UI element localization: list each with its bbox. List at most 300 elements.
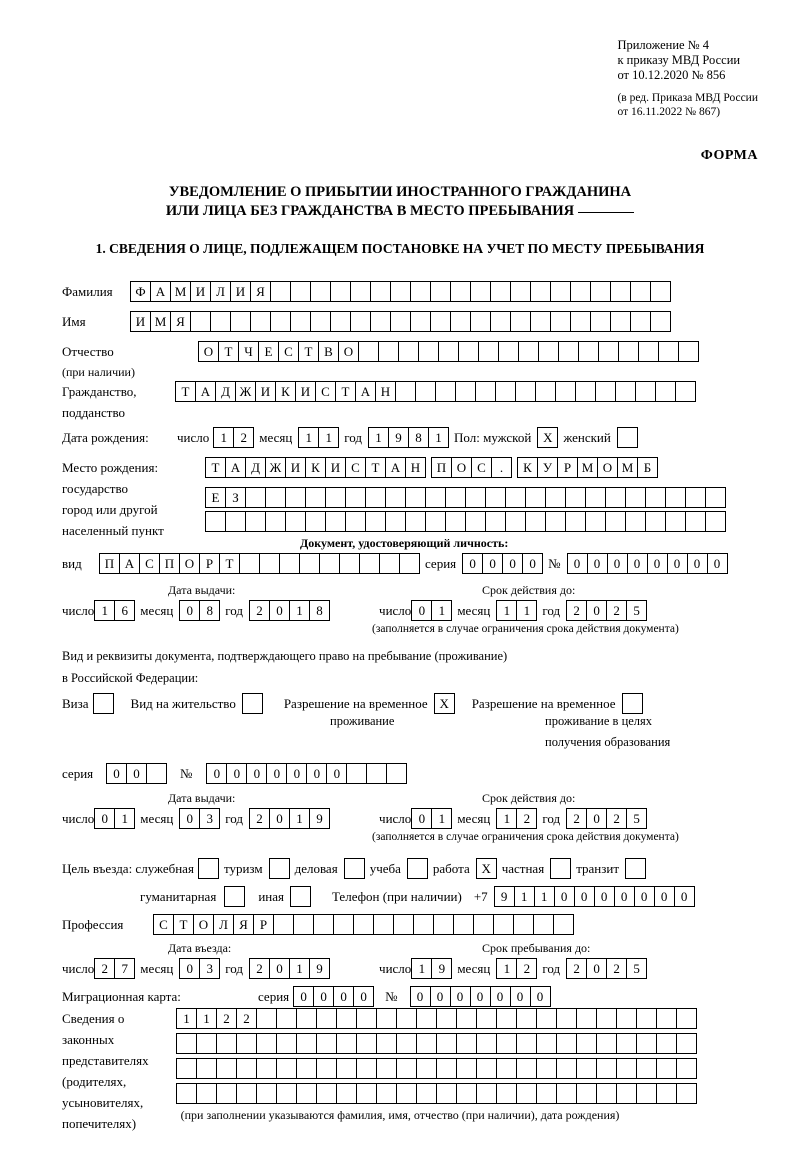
char-cell[interactable] <box>617 427 638 448</box>
char-cell[interactable]: П <box>159 553 180 574</box>
char-cell[interactable]: 8 <box>199 600 220 621</box>
char-cell[interactable]: 0 <box>411 600 432 621</box>
char-cell[interactable]: Л <box>213 914 234 935</box>
mc-series-input[interactable] <box>293 986 373 1007</box>
char-cell[interactable] <box>556 1058 577 1079</box>
char-cell[interactable] <box>618 341 639 362</box>
char-cell[interactable] <box>410 281 431 302</box>
char-cell[interactable] <box>530 281 551 302</box>
char-cell[interactable] <box>516 1083 537 1104</box>
temp-residence-checkbox[interactable] <box>434 693 454 714</box>
entry-day-input[interactable] <box>94 958 134 979</box>
char-cell[interactable] <box>405 487 426 508</box>
purpose-private-checkbox[interactable] <box>550 858 570 879</box>
char-cell[interactable]: 0 <box>587 553 608 574</box>
char-cell[interactable] <box>616 1058 637 1079</box>
char-cell[interactable] <box>556 1033 577 1054</box>
char-cell[interactable] <box>605 511 626 532</box>
char-cell[interactable] <box>196 1058 217 1079</box>
char-cell[interactable] <box>190 311 211 332</box>
char-cell[interactable] <box>425 511 446 532</box>
char-cell[interactable]: 0 <box>286 763 307 784</box>
char-cell[interactable]: 0 <box>313 986 334 1007</box>
char-cell[interactable] <box>576 1083 597 1104</box>
char-cell[interactable] <box>236 1033 257 1054</box>
char-cell[interactable] <box>259 553 280 574</box>
char-cell[interactable] <box>393 914 414 935</box>
char-cell[interactable] <box>596 1033 617 1054</box>
char-cell[interactable]: А <box>225 457 246 478</box>
char-cell[interactable]: 1 <box>431 600 452 621</box>
char-cell[interactable] <box>436 1083 457 1104</box>
char-cell[interactable]: В <box>318 341 339 362</box>
char-cell[interactable]: Я <box>170 311 191 332</box>
char-cell[interactable]: П <box>431 457 452 478</box>
char-cell[interactable]: Т <box>218 341 239 362</box>
purpose-business-checkbox[interactable] <box>344 858 364 879</box>
char-cell[interactable] <box>596 1083 617 1104</box>
char-cell[interactable] <box>685 511 706 532</box>
char-cell[interactable] <box>366 763 387 784</box>
char-cell[interactable] <box>536 1008 557 1029</box>
char-cell[interactable] <box>595 381 616 402</box>
char-cell[interactable]: 0 <box>502 553 523 574</box>
char-cell[interactable] <box>476 1033 497 1054</box>
char-cell[interactable] <box>390 311 411 332</box>
char-cell[interactable] <box>359 553 380 574</box>
char-cell[interactable] <box>225 511 246 532</box>
char-cell[interactable] <box>325 511 346 532</box>
char-cell[interactable] <box>265 487 286 508</box>
char-cell[interactable] <box>336 1083 357 1104</box>
char-cell[interactable] <box>365 511 386 532</box>
char-cell[interactable]: 2 <box>94 958 115 979</box>
char-cell[interactable] <box>550 858 571 879</box>
char-cell[interactable]: 2 <box>606 958 627 979</box>
char-cell[interactable]: 1 <box>514 886 535 907</box>
char-cell[interactable]: 0 <box>353 986 374 1007</box>
char-cell[interactable] <box>350 311 371 332</box>
purpose-service-checkbox[interactable] <box>198 858 218 879</box>
char-cell[interactable] <box>565 511 586 532</box>
char-cell[interactable] <box>496 1083 517 1104</box>
char-cell[interactable] <box>530 311 551 332</box>
char-cell[interactable]: 0 <box>586 600 607 621</box>
char-cell[interactable] <box>396 1083 417 1104</box>
char-cell[interactable] <box>576 1058 597 1079</box>
char-cell[interactable] <box>356 1083 377 1104</box>
char-cell[interactable] <box>296 1033 317 1054</box>
char-cell[interactable] <box>485 487 506 508</box>
char-cell[interactable] <box>344 858 365 879</box>
char-cell[interactable] <box>676 1033 697 1054</box>
char-cell[interactable] <box>705 487 726 508</box>
char-cell[interactable] <box>299 553 320 574</box>
char-cell[interactable] <box>656 1033 677 1054</box>
purpose-tourism-checkbox[interactable] <box>269 858 289 879</box>
char-cell[interactable]: И <box>190 281 211 302</box>
char-cell[interactable]: Ж <box>265 457 286 478</box>
char-cell[interactable] <box>515 381 536 402</box>
char-cell[interactable] <box>510 311 531 332</box>
surname-input[interactable] <box>130 281 670 302</box>
char-cell[interactable]: Ж <box>235 381 256 402</box>
char-cell[interactable] <box>575 381 596 402</box>
char-cell[interactable] <box>270 311 291 332</box>
char-cell[interactable] <box>356 1058 377 1079</box>
char-cell[interactable]: 0 <box>594 886 615 907</box>
char-cell[interactable] <box>493 914 514 935</box>
char-cell[interactable]: И <box>285 457 306 478</box>
char-cell[interactable] <box>496 1008 517 1029</box>
char-cell[interactable] <box>356 1033 377 1054</box>
char-cell[interactable]: Т <box>205 457 226 478</box>
char-cell[interactable]: 0 <box>490 986 511 1007</box>
char-cell[interactable]: Н <box>405 457 426 478</box>
char-cell[interactable]: 0 <box>206 763 227 784</box>
legal-rep-line-1-input[interactable] <box>176 1008 696 1029</box>
char-cell[interactable]: 9 <box>494 886 515 907</box>
char-cell[interactable] <box>570 311 591 332</box>
char-cell[interactable]: 8 <box>309 600 330 621</box>
char-cell[interactable] <box>346 763 367 784</box>
citizenship-input[interactable] <box>175 381 695 402</box>
char-cell[interactable] <box>476 1083 497 1104</box>
char-cell[interactable] <box>205 511 226 532</box>
char-cell[interactable] <box>556 1008 577 1029</box>
char-cell[interactable]: 1 <box>534 886 555 907</box>
char-cell[interactable]: 0 <box>411 808 432 829</box>
char-cell[interactable]: 0 <box>654 886 675 907</box>
char-cell[interactable] <box>285 511 306 532</box>
char-cell[interactable]: М <box>577 457 598 478</box>
char-cell[interactable]: 2 <box>606 808 627 829</box>
char-cell[interactable]: М <box>617 457 638 478</box>
char-cell[interactable]: 0 <box>574 886 595 907</box>
char-cell[interactable]: З <box>225 487 246 508</box>
char-cell[interactable] <box>224 886 245 907</box>
char-cell[interactable]: 0 <box>510 986 531 1007</box>
char-cell[interactable] <box>436 1008 457 1029</box>
char-cell[interactable] <box>333 914 354 935</box>
stay-valid-year-input[interactable] <box>566 808 646 829</box>
char-cell[interactable] <box>379 553 400 574</box>
char-cell[interactable] <box>350 281 371 302</box>
char-cell[interactable] <box>585 511 606 532</box>
char-cell[interactable]: 2 <box>249 808 270 829</box>
char-cell[interactable]: С <box>345 457 366 478</box>
char-cell[interactable] <box>305 487 326 508</box>
char-cell[interactable]: 0 <box>179 958 200 979</box>
char-cell[interactable] <box>650 281 671 302</box>
entry-year-input[interactable] <box>249 958 329 979</box>
char-cell[interactable] <box>290 281 311 302</box>
char-cell[interactable]: О <box>338 341 359 362</box>
purpose-work-checkbox[interactable] <box>476 858 496 879</box>
char-cell[interactable]: 1 <box>516 600 537 621</box>
stay-issue-year-input[interactable] <box>249 808 329 829</box>
purpose-study-checkbox[interactable] <box>407 858 427 879</box>
char-cell[interactable] <box>476 1008 497 1029</box>
char-cell[interactable] <box>676 1083 697 1104</box>
char-cell[interactable] <box>450 311 471 332</box>
char-cell[interactable] <box>239 553 260 574</box>
char-cell[interactable] <box>656 1083 677 1104</box>
char-cell[interactable] <box>398 341 419 362</box>
char-cell[interactable] <box>256 1008 277 1029</box>
stay-series-input[interactable] <box>106 763 166 784</box>
char-cell[interactable] <box>536 1058 557 1079</box>
visa-checkbox[interactable] <box>93 693 113 714</box>
char-cell[interactable]: И <box>255 381 276 402</box>
char-cell[interactable] <box>636 1058 657 1079</box>
char-cell[interactable] <box>356 1008 377 1029</box>
char-cell[interactable]: 0 <box>450 986 471 1007</box>
char-cell[interactable]: К <box>305 457 326 478</box>
char-cell[interactable] <box>276 1033 297 1054</box>
char-cell[interactable] <box>396 1058 417 1079</box>
char-cell[interactable]: 0 <box>269 808 290 829</box>
legal-rep-line-3-input[interactable] <box>176 1058 696 1079</box>
char-cell[interactable]: 2 <box>566 600 587 621</box>
char-cell[interactable] <box>376 1083 397 1104</box>
char-cell[interactable] <box>538 341 559 362</box>
stay-until-day-input[interactable] <box>411 958 451 979</box>
char-cell[interactable]: С <box>278 341 299 362</box>
stay-valid-day-input[interactable] <box>411 808 451 829</box>
char-cell[interactable]: 0 <box>293 986 314 1007</box>
char-cell[interactable] <box>556 1083 577 1104</box>
char-cell[interactable] <box>336 1008 357 1029</box>
legal-rep-line-4-input[interactable] <box>176 1083 696 1104</box>
char-cell[interactable] <box>93 693 114 714</box>
char-cell[interactable] <box>605 487 626 508</box>
char-cell[interactable] <box>458 341 479 362</box>
char-cell[interactable] <box>625 858 646 879</box>
char-cell[interactable] <box>535 381 556 402</box>
char-cell[interactable] <box>376 1008 397 1029</box>
char-cell[interactable] <box>376 1033 397 1054</box>
char-cell[interactable]: Т <box>219 553 240 574</box>
char-cell[interactable] <box>533 914 554 935</box>
char-cell[interactable] <box>310 311 331 332</box>
char-cell[interactable]: 1 <box>196 1008 217 1029</box>
char-cell[interactable]: 0 <box>246 763 267 784</box>
char-cell[interactable]: 0 <box>586 808 607 829</box>
char-cell[interactable]: 1 <box>496 808 517 829</box>
birth-year-input[interactable] <box>368 427 448 448</box>
char-cell[interactable] <box>242 693 263 714</box>
char-cell[interactable]: Р <box>557 457 578 478</box>
char-cell[interactable] <box>450 281 471 302</box>
char-cell[interactable] <box>498 341 519 362</box>
char-cell[interactable]: 5 <box>626 808 647 829</box>
char-cell[interactable]: Ч <box>238 341 259 362</box>
char-cell[interactable] <box>676 1058 697 1079</box>
char-cell[interactable]: И <box>230 281 251 302</box>
id-issue-month-input[interactable] <box>179 600 219 621</box>
char-cell[interactable] <box>216 1033 237 1054</box>
char-cell[interactable] <box>445 511 466 532</box>
char-cell[interactable] <box>622 693 643 714</box>
char-cell[interactable]: Т <box>298 341 319 362</box>
char-cell[interactable]: 1 <box>94 600 115 621</box>
char-cell[interactable] <box>176 1033 197 1054</box>
char-cell[interactable] <box>407 858 428 879</box>
char-cell[interactable]: А <box>150 281 171 302</box>
char-cell[interactable]: 0 <box>567 553 588 574</box>
char-cell[interactable] <box>545 487 566 508</box>
char-cell[interactable] <box>476 1058 497 1079</box>
char-cell[interactable]: 0 <box>179 808 200 829</box>
char-cell[interactable] <box>345 487 366 508</box>
char-cell[interactable] <box>635 381 656 402</box>
char-cell[interactable] <box>590 311 611 332</box>
char-cell[interactable]: 1 <box>496 958 517 979</box>
char-cell[interactable] <box>625 511 646 532</box>
char-cell[interactable] <box>665 487 686 508</box>
char-cell[interactable]: X <box>434 693 455 714</box>
char-cell[interactable]: 0 <box>586 958 607 979</box>
birthplace-line-3-input[interactable] <box>205 511 725 532</box>
char-cell[interactable]: К <box>517 457 538 478</box>
char-cell[interactable]: Т <box>335 381 356 402</box>
char-cell[interactable] <box>296 1058 317 1079</box>
char-cell[interactable]: К <box>275 381 296 402</box>
char-cell[interactable]: 0 <box>707 553 728 574</box>
char-cell[interactable] <box>453 914 474 935</box>
char-cell[interactable]: 8 <box>408 427 429 448</box>
char-cell[interactable] <box>636 1008 657 1029</box>
char-cell[interactable] <box>256 1033 277 1054</box>
char-cell[interactable]: 1 <box>289 600 310 621</box>
char-cell[interactable] <box>485 511 506 532</box>
birthplace-line-1-input[interactable] <box>205 457 657 478</box>
char-cell[interactable] <box>276 1008 297 1029</box>
char-cell[interactable] <box>296 1008 317 1029</box>
char-cell[interactable] <box>665 511 686 532</box>
char-cell[interactable] <box>216 1058 237 1079</box>
char-cell[interactable] <box>598 341 619 362</box>
char-cell[interactable]: 0 <box>627 553 648 574</box>
residence-permit-checkbox[interactable] <box>242 693 262 714</box>
char-cell[interactable]: 2 <box>216 1008 237 1029</box>
char-cell[interactable] <box>675 381 696 402</box>
char-cell[interactable]: О <box>193 914 214 935</box>
char-cell[interactable]: 1 <box>411 958 432 979</box>
char-cell[interactable] <box>210 311 231 332</box>
char-cell[interactable] <box>405 511 426 532</box>
char-cell[interactable] <box>470 281 491 302</box>
char-cell[interactable]: 1 <box>318 427 339 448</box>
char-cell[interactable]: И <box>130 311 151 332</box>
char-cell[interactable] <box>313 914 334 935</box>
char-cell[interactable] <box>290 886 311 907</box>
stay-issue-day-input[interactable] <box>94 808 134 829</box>
char-cell[interactable] <box>396 1033 417 1054</box>
char-cell[interactable]: 0 <box>614 886 635 907</box>
char-cell[interactable] <box>358 341 379 362</box>
char-cell[interactable] <box>630 281 651 302</box>
char-cell[interactable]: 0 <box>667 553 688 574</box>
char-cell[interactable] <box>585 487 606 508</box>
char-cell[interactable] <box>525 511 546 532</box>
char-cell[interactable] <box>616 1008 637 1029</box>
char-cell[interactable] <box>438 341 459 362</box>
char-cell[interactable] <box>496 1033 517 1054</box>
char-cell[interactable] <box>616 1033 637 1054</box>
purpose-other-checkbox[interactable] <box>290 886 310 907</box>
char-cell[interactable]: А <box>385 457 406 478</box>
char-cell[interactable] <box>418 341 439 362</box>
char-cell[interactable]: 0 <box>634 886 655 907</box>
char-cell[interactable] <box>273 914 294 935</box>
char-cell[interactable] <box>296 1083 317 1104</box>
char-cell[interactable] <box>373 914 394 935</box>
char-cell[interactable] <box>505 511 526 532</box>
char-cell[interactable] <box>456 1083 477 1104</box>
char-cell[interactable]: 0 <box>462 553 483 574</box>
purpose-humanitarian-checkbox[interactable] <box>224 886 244 907</box>
char-cell[interactable]: 0 <box>430 986 451 1007</box>
char-cell[interactable]: Т <box>175 381 196 402</box>
char-cell[interactable] <box>265 511 286 532</box>
char-cell[interactable] <box>645 487 666 508</box>
char-cell[interactable] <box>353 914 374 935</box>
char-cell[interactable] <box>370 311 391 332</box>
char-cell[interactable] <box>658 341 679 362</box>
char-cell[interactable]: 2 <box>516 958 537 979</box>
char-cell[interactable]: 0 <box>306 763 327 784</box>
char-cell[interactable] <box>316 1083 337 1104</box>
profession-input[interactable] <box>153 914 573 935</box>
char-cell[interactable]: 0 <box>530 986 551 1007</box>
id-issue-year-input[interactable] <box>249 600 329 621</box>
char-cell[interactable] <box>536 1083 557 1104</box>
char-cell[interactable] <box>550 311 571 332</box>
char-cell[interactable] <box>576 1008 597 1029</box>
char-cell[interactable]: Т <box>173 914 194 935</box>
char-cell[interactable]: Д <box>245 457 266 478</box>
char-cell[interactable]: 0 <box>647 553 668 574</box>
char-cell[interactable] <box>256 1083 277 1104</box>
char-cell[interactable]: 3 <box>199 808 220 829</box>
char-cell[interactable]: 1 <box>289 808 310 829</box>
birthplace-line-2-input[interactable] <box>205 487 725 508</box>
char-cell[interactable] <box>576 1033 597 1054</box>
char-cell[interactable] <box>415 381 436 402</box>
char-cell[interactable]: . <box>491 457 512 478</box>
char-cell[interactable] <box>365 487 386 508</box>
char-cell[interactable] <box>456 1058 477 1079</box>
char-cell[interactable] <box>285 487 306 508</box>
char-cell[interactable]: 0 <box>94 808 115 829</box>
char-cell[interactable] <box>416 1008 437 1029</box>
char-cell[interactable] <box>336 1033 357 1054</box>
char-cell[interactable] <box>490 311 511 332</box>
char-cell[interactable] <box>473 914 494 935</box>
entry-month-input[interactable] <box>179 958 219 979</box>
char-cell[interactable]: 5 <box>626 600 647 621</box>
char-cell[interactable]: 0 <box>179 600 200 621</box>
char-cell[interactable] <box>385 511 406 532</box>
char-cell[interactable] <box>516 1058 537 1079</box>
char-cell[interactable] <box>445 487 466 508</box>
char-cell[interactable] <box>230 311 251 332</box>
char-cell[interactable] <box>245 487 266 508</box>
mc-number-input[interactable] <box>410 986 550 1007</box>
char-cell[interactable] <box>555 381 576 402</box>
